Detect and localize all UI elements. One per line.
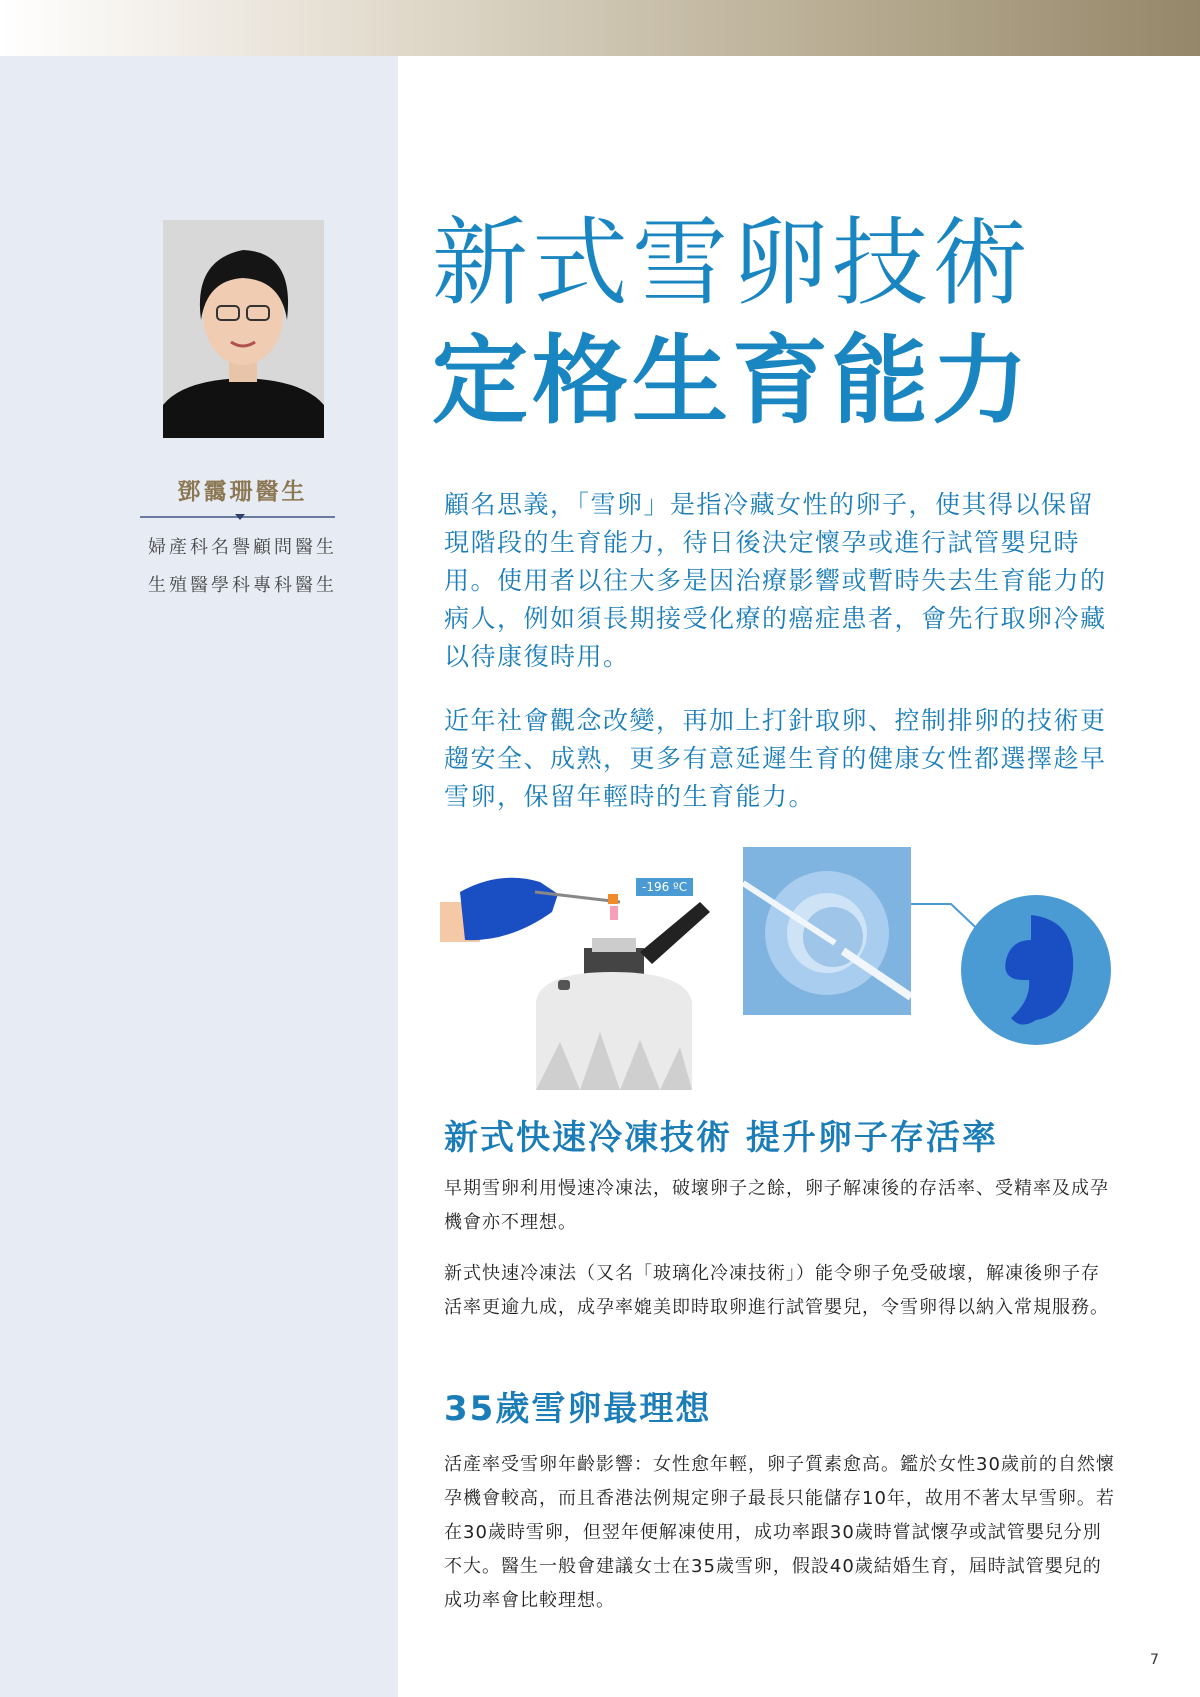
intro-paragraph-1: 顧名思義，「雪卵」是指冷藏女性的卵子，使其得以保留現階段的生育能力，待日後決定懷孕或進行試管嬰兒時用。使用者以往大多是因治療影響或暫時失去生育能力的病人，例如須長期接受化療的癌症患者，會先行取卵冷藏以待康復時用。 <box>444 490 1107 671</box>
headline-line-2: 定格生育能力 <box>432 325 1032 437</box>
headline-line-1: 新式雪卵技術 <box>432 207 1032 319</box>
header-gradient-bar <box>0 0 1200 56</box>
divider-marker <box>235 514 245 520</box>
intro-paragraph-2: 近年社會觀念改變，再加上打針取卵、控制排卵的技術更趨安全、成熟，更多有意延遲生育的健康女性都選擇趁早雪卵，保留年輕時的生育能力。 <box>444 706 1107 811</box>
doctor-title-2: 生殖醫學科專科醫生 <box>148 575 337 596</box>
section1-paragraph-2: 新式快速冷凍法（又名「玻璃化冷凍技術」）能令卵子免受破壞，解凍後卵子存活率更逾九成，成孕率媲美即時取卵進行試管嬰兒，令雪卵得以納入常規服務。 <box>444 1263 1109 1318</box>
section2-paragraph-1: 活產率受雪卵年齡影響：女性愈年輕，卵子質素愈高。鑑於女性30歲前的自然懷孕機會較高，而且香港法例規定卵子最長只能儲存10年，故用不著太早雪卵。若在30歲時雪卵，但翌年便解凍使用，成功率跟30歲時嘗試懷孕或試管嬰兒分別不大。醫生一般會建議女士在35歲雪卵，假設40歲結婚生育，屆時試管嬰兒的成功率會比較理想。 <box>444 1454 1115 1611</box>
doctor-portrait <box>163 220 324 438</box>
fetus-illustration <box>911 870 1121 1050</box>
egg-injection-illustration <box>743 847 911 1015</box>
temperature-label: -196 ºC <box>636 878 693 896</box>
page-number: 7 <box>1150 1652 1159 1668</box>
section1-paragraph-1: 早期雪卵利用慢速冷凍法，破壞卵子之餘，卵子解凍後的存活率、受精率及成孕機會亦不理想。 <box>444 1178 1109 1233</box>
doctor-name: 鄧靄珊醫生 <box>177 479 308 505</box>
cryo-tank-illustration <box>440 862 730 1090</box>
section2-heading: 35歲雪卵最理想 <box>444 1389 712 1429</box>
doctor-title-1: 婦產科名譽顧問醫生 <box>148 537 337 558</box>
section1-heading: 新式快速冷凍技術 提升卵子存活率 <box>444 1118 998 1158</box>
